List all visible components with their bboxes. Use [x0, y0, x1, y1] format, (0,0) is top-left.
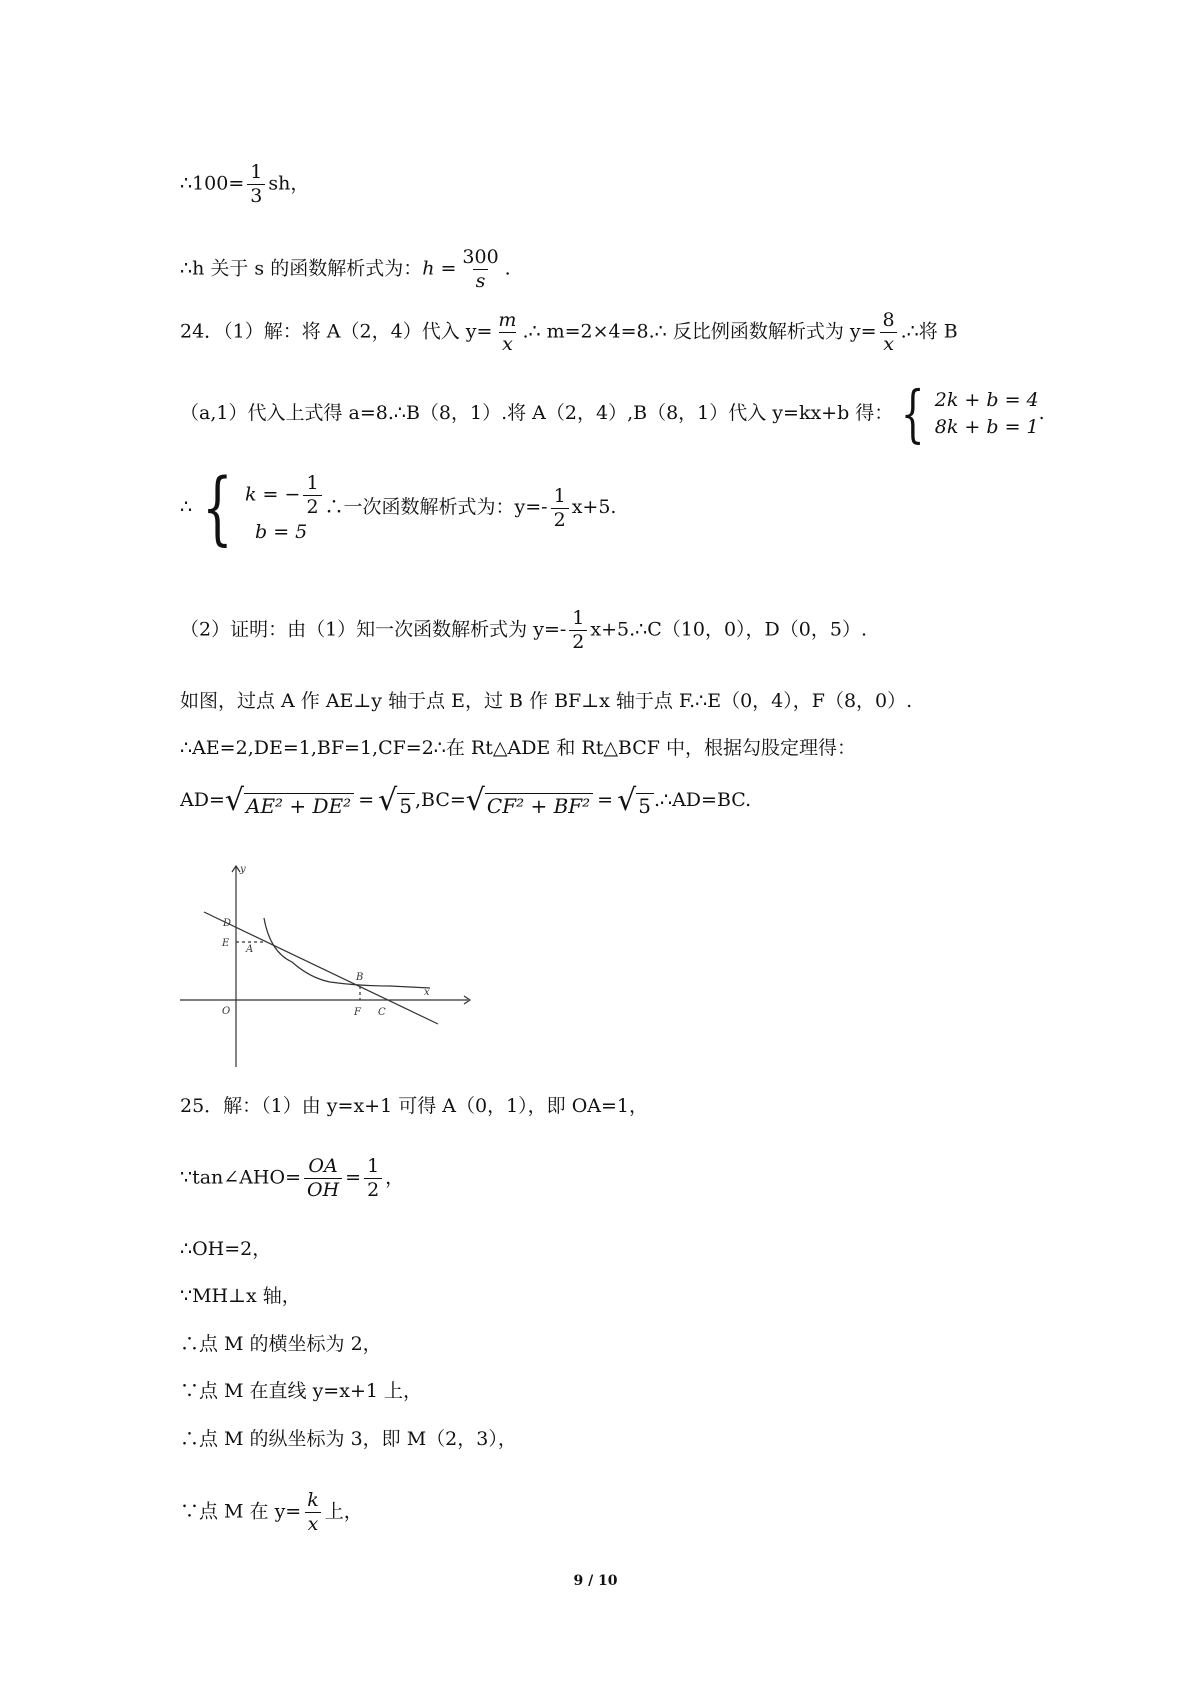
equation-system — [893, 377, 1039, 450]
fraction — [551, 484, 569, 531]
equation-row — [245, 474, 325, 517]
equation-system — [192, 461, 324, 554]
line-9 — [180, 783, 752, 818]
text: ∴100= — [180, 172, 245, 195]
fraction-numerator: m — [498, 309, 517, 331]
fraction — [459, 248, 501, 291]
text: （a,1）代入上式得 a=8.∴B（8，1）.将 A（2，4）,B（8，1）代入 y=kx+b 得： — [180, 402, 894, 424]
text: ∴一次函数解析式为：y=- — [324, 496, 548, 518]
coordinate-figure — [180, 862, 480, 1072]
square-root: √ AE² + DE² — [225, 786, 354, 816]
label-d: D — [223, 918, 232, 929]
fraction — [303, 474, 321, 517]
text: sh， — [268, 172, 310, 195]
text: ， — [385, 1166, 405, 1189]
radicand: CF² + BF² — [485, 793, 593, 816]
fraction-denominator: 2 — [551, 508, 569, 530]
fraction — [304, 1157, 342, 1200]
fraction-denominator: x — [305, 1512, 322, 1534]
text: = — [597, 789, 614, 811]
text: .∴ m=2×4=8.∴ 反比例函数解析式为 y= — [522, 320, 877, 343]
fraction-numerator: 1 — [250, 161, 263, 183]
fraction-denominator: OH — [304, 1178, 342, 1200]
label-f: F — [354, 1007, 361, 1018]
text: = — [345, 1166, 362, 1189]
equation-lhs: h = — [422, 257, 457, 280]
fraction-denominator: x — [880, 332, 897, 354]
line-15: ∵点 M 在直线 y=x+1 上， — [180, 1380, 422, 1402]
linear-function-line — [204, 912, 438, 1024]
square-root: √ CF² + BF² — [466, 786, 593, 816]
text: （2）证明：由（1）知一次函数解析式为 y=- — [180, 618, 567, 641]
fraction-denominator: 2 — [569, 630, 587, 652]
fraction-denominator: 3 — [247, 184, 265, 206]
fraction-numerator: OA — [308, 1155, 338, 1177]
text: x+5. — [571, 496, 617, 518]
fraction-denominator: 2 — [303, 495, 321, 517]
square-root: √ 5 — [617, 786, 654, 816]
equation-row: 8k + b = 1 — [934, 416, 1039, 438]
label-o: O — [222, 1006, 231, 1017]
line-3 — [180, 311, 958, 354]
line-11 — [180, 1157, 404, 1200]
text: . — [504, 257, 511, 280]
line-16: ∴点 M 的纵坐标为 3，即 M（2，3）， — [180, 1428, 517, 1450]
fraction-numerator: 300 — [462, 246, 499, 268]
fraction — [495, 311, 519, 354]
line-1 — [180, 163, 309, 206]
line-5 — [180, 461, 617, 554]
line-13: ∵MH⊥x 轴， — [180, 1285, 301, 1307]
text: 上， — [324, 1500, 363, 1523]
line-8: ∴AE=2,DE=1,BF=1,CF=2∴在 Rt△ADE 和 Rt△BCF 中，根据勾股定理得： — [180, 737, 857, 759]
label-a: A — [246, 944, 254, 955]
line-4 — [180, 377, 1045, 450]
label-b: B — [356, 972, 364, 983]
label-e: E — [222, 938, 230, 949]
text: x+5.∴C（10，0），D（0，5）. — [590, 618, 867, 641]
label-c: C — [378, 1007, 386, 1018]
page-number: 9 / 10 — [573, 1573, 618, 1589]
text: .∴AD=BC. — [653, 789, 752, 811]
fraction — [569, 609, 587, 652]
fraction-numerator: 1 — [572, 607, 585, 629]
fraction-numerator: k — [307, 1489, 319, 1511]
fraction — [880, 311, 898, 354]
line-6 — [180, 609, 867, 652]
radicand: 5 — [397, 793, 415, 816]
line-7: 如图，过点 A 作 AE⊥y 轴于点 E，过 B 作 BF⊥x 轴于点 F.∴E（0，4），F（8，0）. — [180, 690, 913, 712]
text: . — [1038, 402, 1045, 424]
brace-symbol: { — [901, 377, 925, 450]
fraction-numerator: 1 — [306, 472, 319, 494]
text: k = − — [245, 483, 301, 506]
fraction — [304, 1491, 322, 1534]
text: ∴h 关于 s 的函数解析式为： — [180, 257, 423, 280]
equation-row: 2k + b = 4 — [934, 389, 1039, 411]
text: AD= — [180, 789, 225, 811]
brace-symbol: { — [202, 461, 233, 554]
fraction — [364, 1157, 382, 1200]
line-17 — [180, 1491, 363, 1534]
fraction-denominator: 2 — [364, 1178, 382, 1200]
label-x: x — [424, 987, 430, 998]
line-2 — [180, 248, 511, 291]
text: .∴将 B — [900, 320, 958, 343]
square-root: √ 5 — [378, 786, 415, 816]
radicand: 5 — [636, 793, 654, 816]
label-y: y — [240, 864, 246, 875]
text: = — [358, 789, 375, 811]
text: ∴ — [180, 496, 193, 518]
text: ,BC= — [414, 789, 466, 811]
fraction-denominator: x — [499, 332, 516, 354]
equation-row: b = 5 — [255, 521, 308, 543]
fraction — [247, 163, 265, 206]
line-10: 25．解：（1）由 y=x+1 可得 A（0，1），即 OA=1， — [180, 1095, 649, 1117]
fraction-denominator: s — [473, 269, 489, 291]
radicand: AE² + DE² — [244, 793, 354, 816]
text: ∵点 M 在 y= — [180, 1500, 302, 1523]
fraction-numerator: 1 — [553, 484, 566, 507]
fraction-numerator: 1 — [367, 1155, 380, 1177]
text: 24．（1）解：将 A（2，4）代入 y= — [180, 320, 493, 343]
line-12: ∴OH=2， — [180, 1238, 272, 1260]
fraction-numerator: 8 — [882, 309, 895, 331]
line-14: ∴点 M 的横坐标为 2， — [180, 1333, 382, 1355]
text: ∵tan∠AHO= — [180, 1166, 301, 1189]
